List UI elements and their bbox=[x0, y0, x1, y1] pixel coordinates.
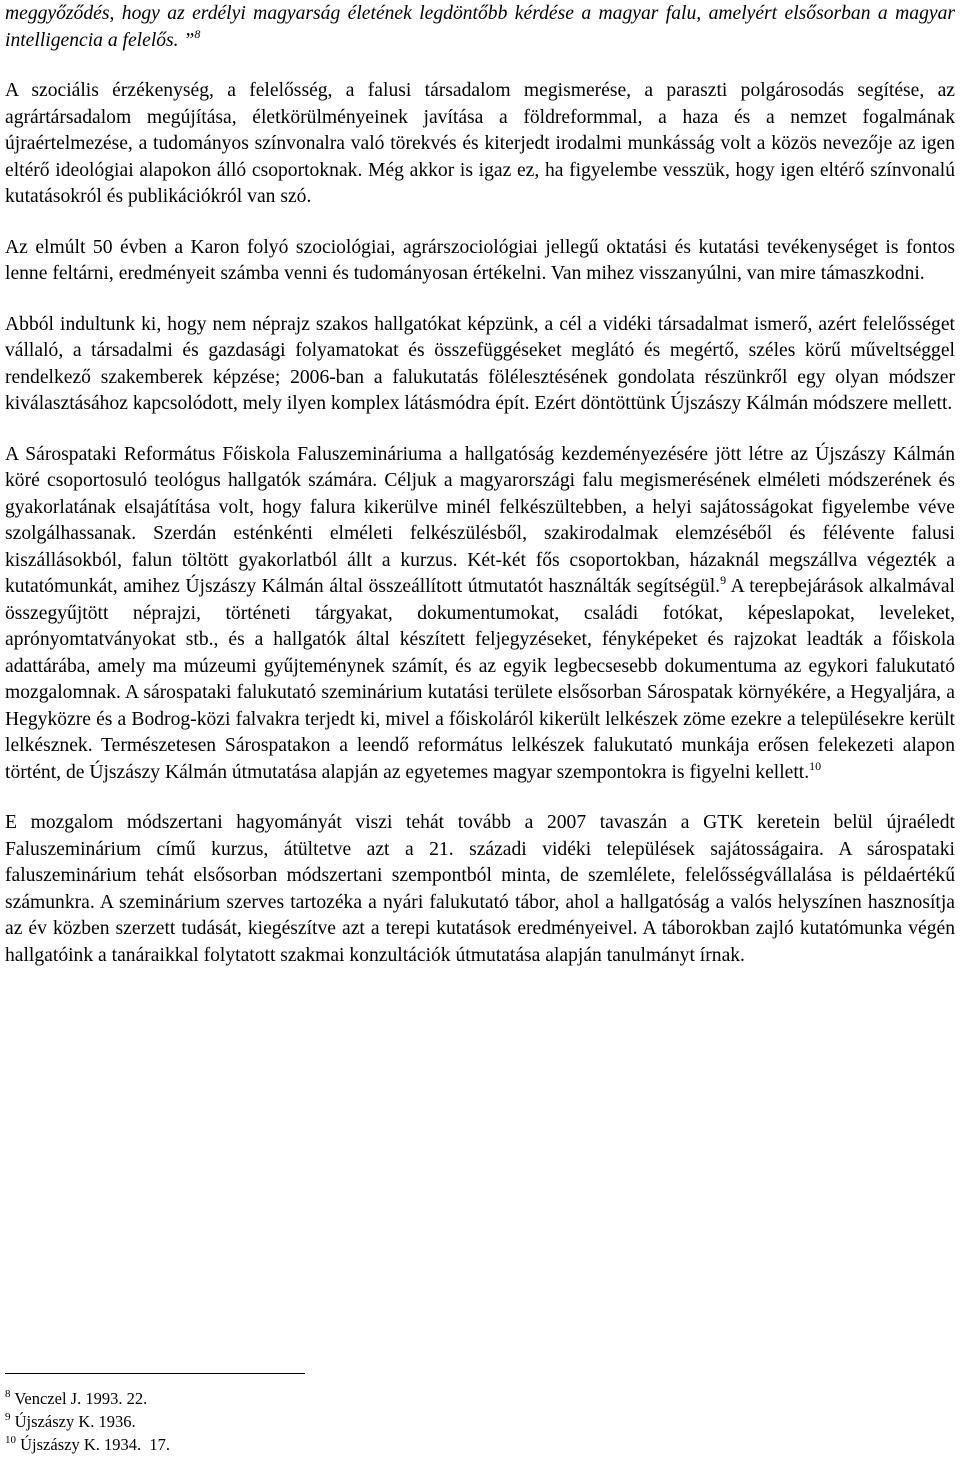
paragraph: Az elmúlt 50 évben a Karon folyó szociológiai, agrárszociológiai jellegű oktatási és kutatási tevékenységet is fontos lenne feltárni, eredményeit számba venni és tudományosan értékelni. Van mihez visszanyúlni, van mire támaszkodni. bbox=[5, 236, 955, 284]
footnote-ref: 9 bbox=[720, 573, 727, 587]
footnote-number: 9 bbox=[5, 1411, 11, 1423]
paragraph-text: meggyőződés, hogy az erdélyi magyarság életének legdöntőbb kérdése a magyar falu, amelyért elsősorban a magyar intelligencia a felelős. ” bbox=[5, 3, 955, 51]
footnote-separator bbox=[5, 1373, 305, 1374]
footnote bbox=[5, 1433, 170, 1456]
footnote-number: 8 bbox=[5, 1388, 11, 1400]
paragraph-text: A Sárospataki Református Főiskola Faluszemináriuma a hallgatóság kezdeményezésére jött létre az Újszászy Kálmán köré csoportosuló teológus hallgatók számára. Céljuk a magyarországi falu megismerésének elméleti módszerének és gyakorlatának elsajátítása volt, hogy falura kikerülve minél felkészültebben, a helyi sajátosságokat figyelembe véve szolgálhassanak. Szerdán esténkénti elméleti felkészülésből, szakirodalmak elemzéséből és félévente falusi kiszállásokból, falun töltött gyakorlatból állt a kurzus. Két-két fős csoportokban, házaknál megszállva végezték a kutatómunkát, amihez Újszászy Kálmán által összeállított útmutatót használták segítségül. bbox=[5, 443, 955, 597]
paragraph: E mozgalom módszertani hagyományát viszi tehát tovább a 2007 tavaszán a GTK keretein belül újraéledt Faluszeminárium című kurzus, átültetve azt a 21. századi vidéki települések sajátosságaira. A sárospataki faluszeminárium tehát elsősorban módszertani szempontból minta, de szemlélete, felelősségvállalása is példaértékű számunkra. A szeminárium szerves tartozéka a nyári falukutató tábor, ahol a hallgatóság a valós helyszínen hasznosítja az év közben szerzett tudását, kiegészítve azt a terepi kutatások eredményeivel. A táborokban zajló kutatómunka végén hallgatóink a tanáraikkal folytatott szakmai konzultációk útmutatása alapján tanulmányt írnak. bbox=[5, 812, 955, 966]
paragraph: Abból indultunk ki, hogy nem néprajz szakos hallgatókat képzünk, a cél a vidéki társadalmat ismerő, azért felelősséget vállaló, a társadalmi és gazdasági folyamatokat és összefüggéseket meglátó és megértő, széles körű műveltséggel rendelkező szakemberek képzése; 2006-ban a falukutatás fölélesztésének gondolata részünkről egy olyan módszer kiválasztásához kapcsolódott, mely ilyen komplex látásmódra épít. Ezért döntöttünk Újszászy Kálmán módszere mellett. bbox=[5, 313, 955, 414]
paragraph: A szociális érzékenység, a felelősség, a falusi társadalom megismerése, a paraszti polgárosodás segítése, az agrártársadalom megújítása, életkörülményeinek javítása a földreformmal, a haza és a nemzet fogalmának újraértelmezése, a tudományos színvonalra való törekvés és kiterjedt irodalmi munkásság volt a közös nevezője az igen eltérő ideológiai alapokon álló csoportoknak. Még akkor is igaz ez, ha figyelembe vesszük, hogy igen eltérő színvonalú kutatásokról és publikációkról van szó. bbox=[5, 80, 955, 207]
footnote-ref: 8 bbox=[194, 26, 201, 41]
paragraph bbox=[5, 442, 955, 787]
document-body bbox=[5, 0, 955, 969]
footnote-text: Újszászy K. 1936. bbox=[10, 1412, 136, 1431]
paragraph-text: A terepbejárások alkalmával összegyűjtött néprajzi, történeti tárgyakat, dokumentumokat, családi fotókat, képeslapokat, leveleket, aprónyomtatványokat stb., és a hallgatók által készített feljegyzéseket, fényképeket és rajzokat leadták a főiskola adattárába, amely ma múzeumi gyűjteménynek számít, és az egyik legbecsesebb dokumentuma az egykori falukutató mozgalomnak. A sárospataki falukutató szeminárium kutatási területe elsősorban Sárospatak környékére, a Hegyaljára, a Hegyközre és a Bodrog-közi falvakra terjedt ki, mivel a főiskoláról kikerült lelkészek zöme ezekre a településekre került lelkésznek. Természetesen Sárospatakon a leendő református lelkészek falukutató munkája erősen felekezeti alapon történt, de Újszászy Kálmán útmutatása alapján az egyetemes magyar szempontokra is figyelni kellett. bbox=[5, 576, 955, 783]
footnote bbox=[5, 1387, 170, 1410]
paragraph-quote-end bbox=[5, 1, 955, 54]
footnote bbox=[5, 1410, 170, 1433]
footnote-text: Újszászy K. 1934. 17. bbox=[16, 1435, 170, 1454]
footnote-ref: 10 bbox=[809, 758, 822, 773]
footnote-text: Venczel J. 1993. 22. bbox=[10, 1389, 148, 1408]
footnote-number: 10 bbox=[5, 1434, 16, 1446]
footnotes bbox=[5, 1387, 170, 1456]
